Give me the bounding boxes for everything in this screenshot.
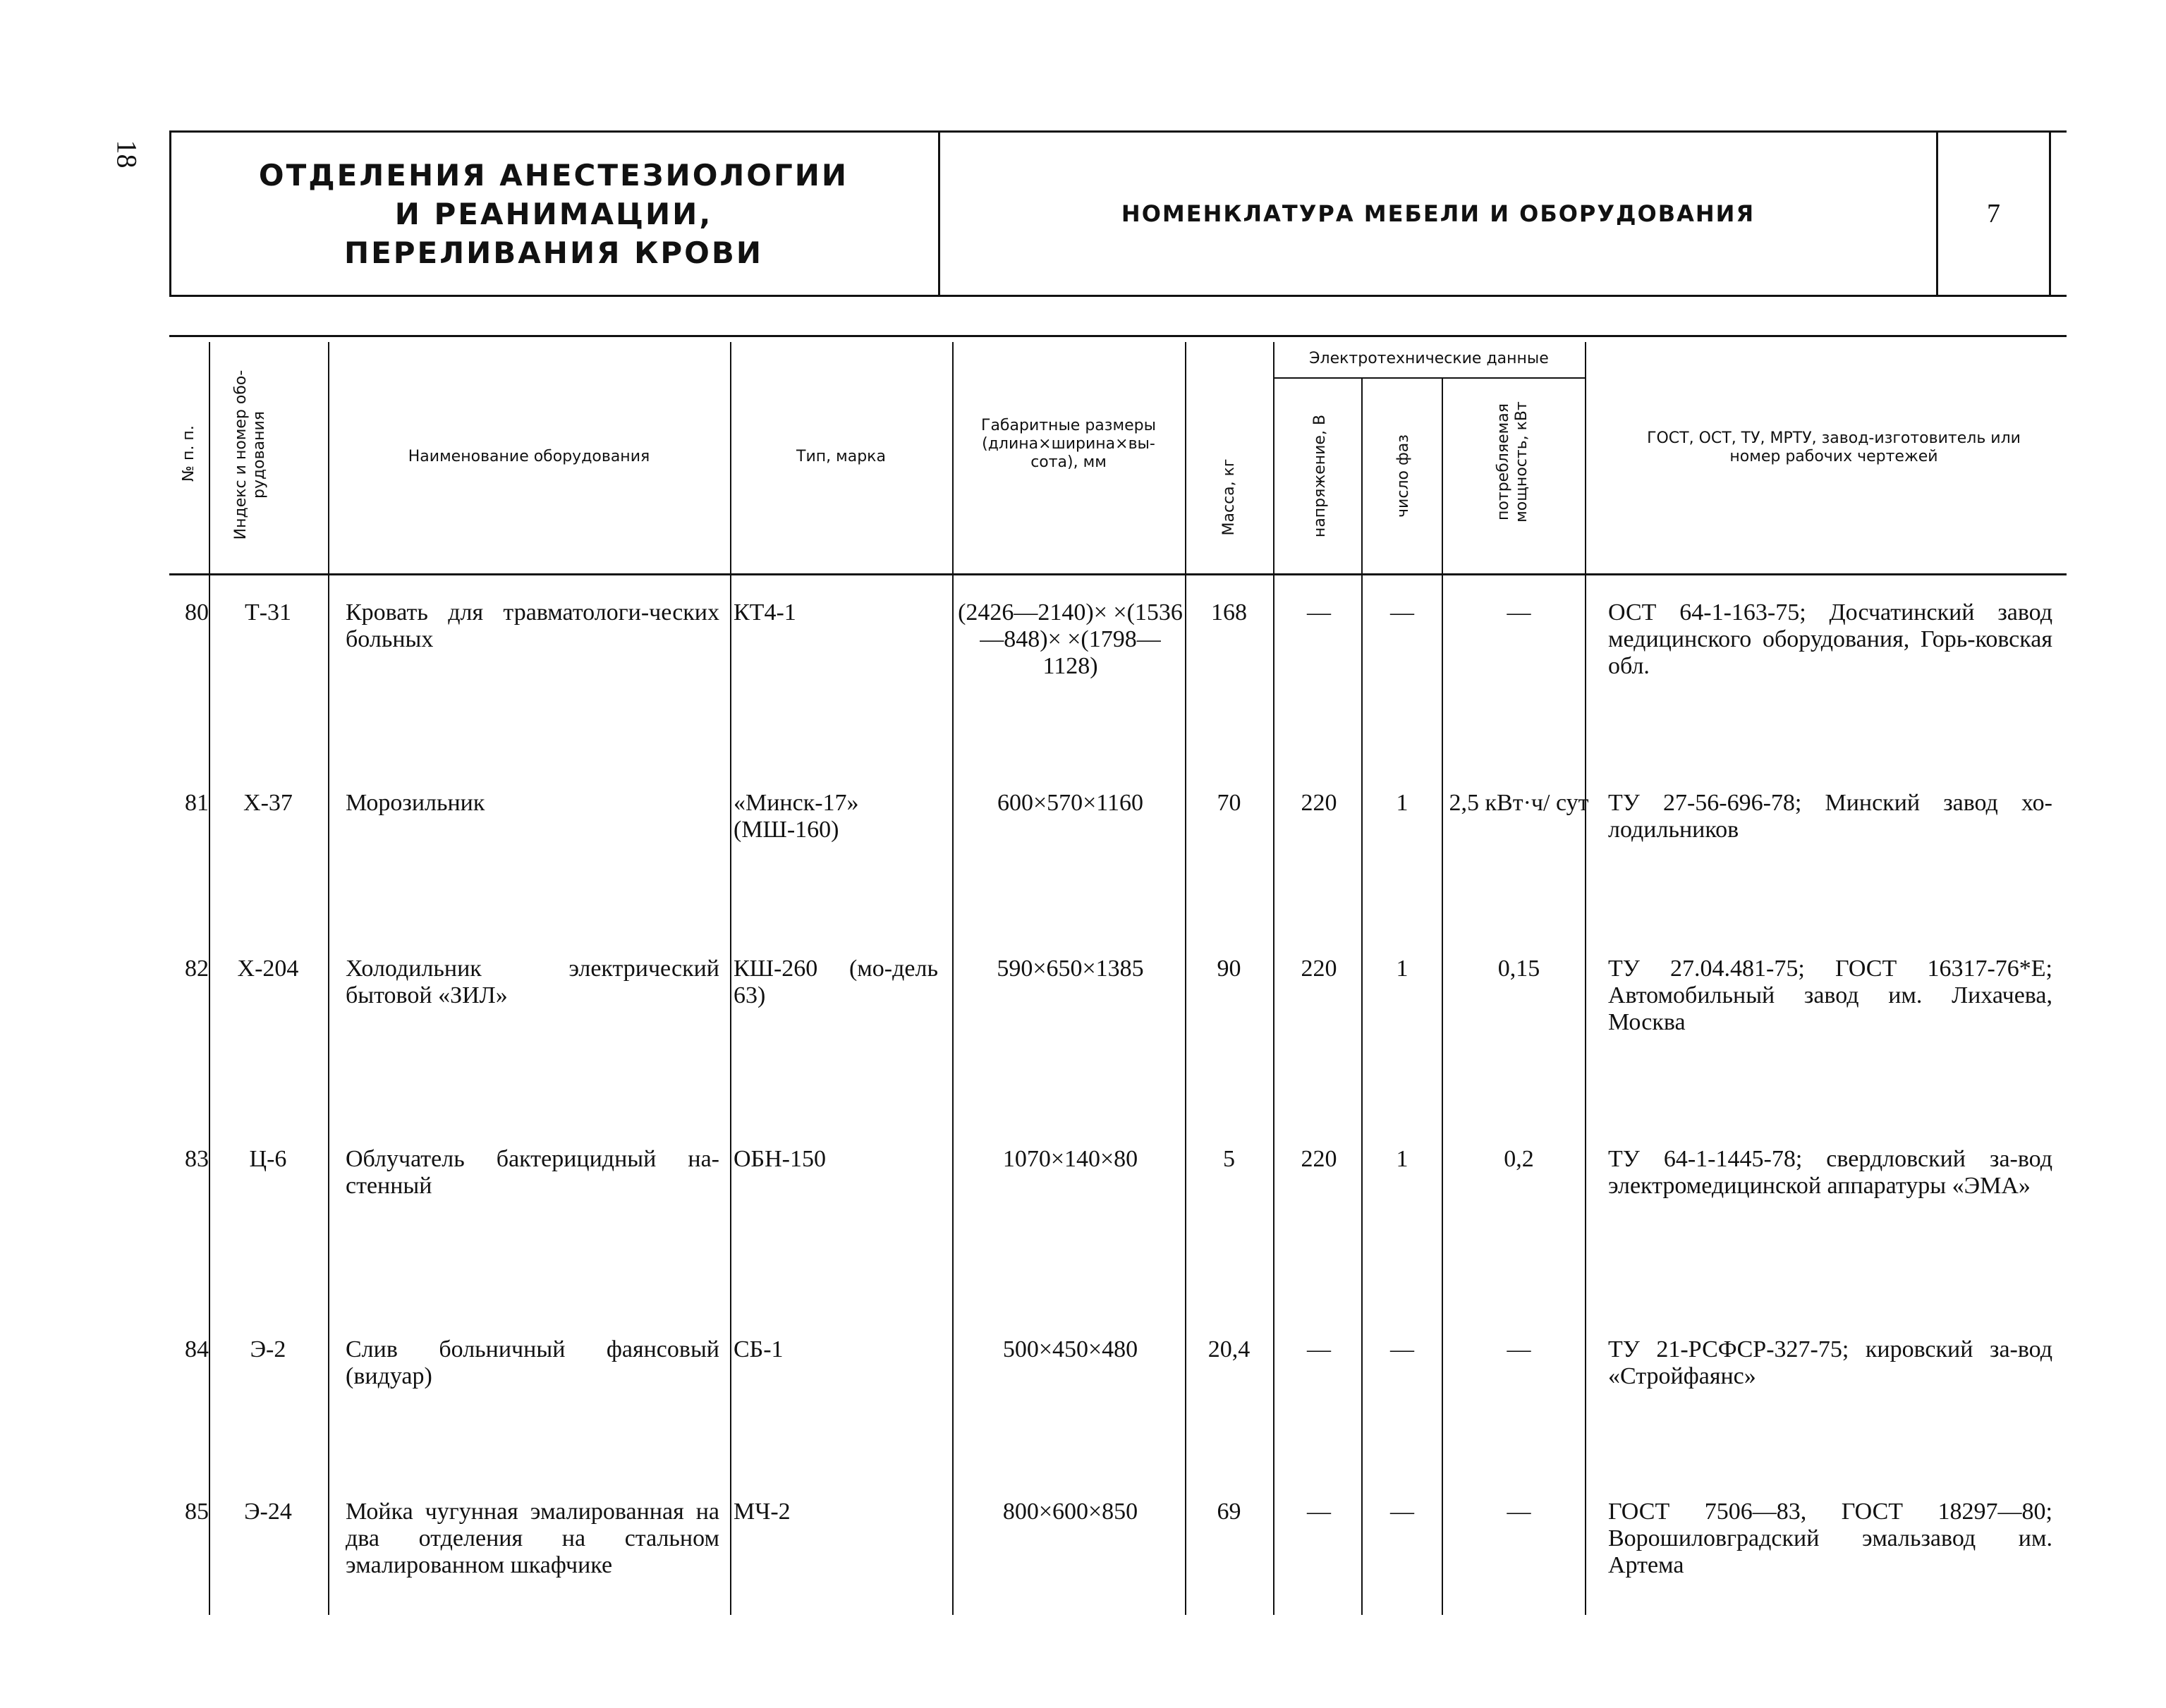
row-name: Кровать для травматологи-ческих больных xyxy=(346,599,719,652)
header-right-border xyxy=(2049,133,2051,295)
row-phases: 1 xyxy=(1396,956,1408,982)
row-name: Мойка чугунная эмалированная на два отделения на стальном эмалированном шкафчике xyxy=(346,1499,719,1578)
row-dimensions: 590×650×1385 xyxy=(997,956,1144,982)
table-row xyxy=(169,790,2067,980)
row-name: Слив больничный фаянсовый (видуар) xyxy=(346,1336,719,1389)
row-phases: — xyxy=(1390,1499,1414,1525)
col-header-index: Индекс и номер обо-рудования xyxy=(232,370,268,540)
row-phases: — xyxy=(1390,599,1414,626)
row-dimensions: 1070×140×80 xyxy=(1002,1146,1138,1172)
header-bottom-rule xyxy=(169,573,2067,575)
row-mass: 70 xyxy=(1217,790,1241,816)
row-dimensions: 600×570×1160 xyxy=(997,790,1144,816)
col-header-electrical: Электротехнические данные xyxy=(1309,350,1549,367)
row-power: — xyxy=(1507,599,1531,626)
department-title-line: И РЕАНИМАЦИИ, xyxy=(394,196,713,231)
document-subtitle xyxy=(940,133,1936,295)
sheet-number-text: 7 xyxy=(1987,199,2000,228)
page-number: 18 xyxy=(111,140,143,169)
col-header-num: № п. п. xyxy=(180,425,197,482)
col-header-power: потребляемая мощность, кВт xyxy=(1495,401,1531,523)
table-row xyxy=(169,1146,2067,1336)
row-name: Облучатель бактерицидный на-стенный xyxy=(346,1146,719,1199)
row-index: Э-2 xyxy=(250,1336,286,1362)
row-power: 0,15 xyxy=(1497,956,1540,982)
row-phases: 1 xyxy=(1396,1146,1408,1172)
row-dimensions: 500×450×480 xyxy=(1002,1336,1138,1362)
row-power: 0,2 xyxy=(1504,1146,1534,1172)
row-num: 84 xyxy=(185,1336,209,1362)
row-num: 82 xyxy=(185,956,209,982)
row-gost: ОСТ 64-1-163-75; Досчатинский завод медицинского оборудования, Горь-ковская обл. xyxy=(1608,599,2052,679)
row-voltage: — xyxy=(1307,1336,1331,1362)
department-title-line: ОТДЕЛЕНИЯ АНЕСТЕЗИОЛОГИИ xyxy=(258,157,849,193)
row-voltage: 220 xyxy=(1301,956,1337,982)
sheet-number xyxy=(1938,133,2049,295)
row-index: Т-31 xyxy=(244,599,292,626)
row-num: 83 xyxy=(185,1146,209,1172)
table-row xyxy=(169,956,2067,1146)
row-type: МЧ-2 xyxy=(734,1499,791,1525)
row-index: Ц-6 xyxy=(249,1146,287,1172)
row-power: 2,5 кВт·ч/ сут xyxy=(1449,790,1589,816)
row-mass: 20,4 xyxy=(1207,1336,1251,1362)
row-dimensions: 800×600×850 xyxy=(1002,1499,1138,1525)
row-dimensions: (2426—2140)× ×(1536—848)× ×(1798—1128) xyxy=(958,599,1183,679)
electrical-group-rule xyxy=(1273,377,1585,379)
col-header-type: Тип, марка xyxy=(796,447,886,465)
row-index: Э-24 xyxy=(244,1499,292,1525)
row-type: КТ4-1 xyxy=(734,599,796,626)
row-power: — xyxy=(1507,1499,1531,1525)
row-num: 85 xyxy=(185,1499,209,1525)
row-type: СБ-1 xyxy=(734,1336,784,1362)
col-header-phases: число фаз xyxy=(1394,434,1412,518)
row-mass: 69 xyxy=(1217,1499,1241,1525)
row-phases: — xyxy=(1390,1336,1414,1362)
row-power: — xyxy=(1507,1336,1531,1362)
row-name: Морозильник xyxy=(346,790,485,816)
row-voltage: — xyxy=(1307,1499,1331,1525)
row-gost: ТУ 27.04.481-75; ГОСТ 16317-76*Е; Автомобильный завод им. Лихачева, Москва xyxy=(1608,956,2052,1035)
row-num: 80 xyxy=(185,599,209,626)
row-index: Х-37 xyxy=(243,790,293,816)
subtitle-text: НОМЕНКЛАТУРА МЕБЕЛИ И ОБОРУДОВАНИЯ xyxy=(1121,200,1756,227)
row-mass: 5 xyxy=(1223,1146,1235,1172)
row-num: 81 xyxy=(185,790,209,816)
equipment-table xyxy=(169,335,2067,1615)
department-title xyxy=(169,133,938,295)
row-gost: ТУ 27-56-696-78; Минский завод хо-лодильников xyxy=(1608,790,2052,843)
row-gost: ТУ 21-РСФСР-327-75; кировский за-вод «Стройфаянс» xyxy=(1608,1336,2052,1389)
table-row xyxy=(169,599,2067,790)
row-name: Холодильник электрический бытовой «ЗИЛ» xyxy=(346,956,719,1008)
table-row xyxy=(169,1499,2067,1689)
row-index: Х-204 xyxy=(237,956,299,982)
col-header-gost: ГОСТ, ОСТ, ТУ, МРТУ, завод-изготовитель или номер рабочих чертежей xyxy=(1647,429,2021,465)
row-type: ОБН-150 xyxy=(734,1146,826,1172)
row-gost: ТУ 64-1-1445-78; свердловский за-вод электромедицинской аппаратуры «ЭМА» xyxy=(1608,1146,2052,1199)
col-header-voltage: напряжение, В xyxy=(1311,414,1329,538)
row-gost: ГОСТ 7506—83, ГОСТ 18297—80; Ворошиловградский эмальзавод им. Артема xyxy=(1608,1499,2052,1578)
row-mass: 90 xyxy=(1217,956,1241,982)
document-header xyxy=(169,130,2067,297)
row-voltage: 220 xyxy=(1301,1146,1337,1172)
row-type: КШ-260 (мо-дель 63) xyxy=(734,956,938,1008)
row-phases: 1 xyxy=(1396,790,1408,816)
col-header-dimensions: Габаритные размеры (длина×ширина×вы-сота), мм xyxy=(981,417,1156,471)
department-title-line: ПЕРЕЛИВАНИЯ КРОВИ xyxy=(343,235,764,270)
table-top-rule xyxy=(169,335,2067,337)
row-type: «Минск-17» (МШ-160) xyxy=(734,790,859,843)
row-mass: 168 xyxy=(1211,599,1247,626)
col-header-mass: Масса, кг xyxy=(1220,458,1238,536)
row-voltage: 220 xyxy=(1301,790,1337,816)
col-header-name: Наименование оборудования xyxy=(408,447,650,465)
row-voltage: — xyxy=(1307,599,1331,626)
